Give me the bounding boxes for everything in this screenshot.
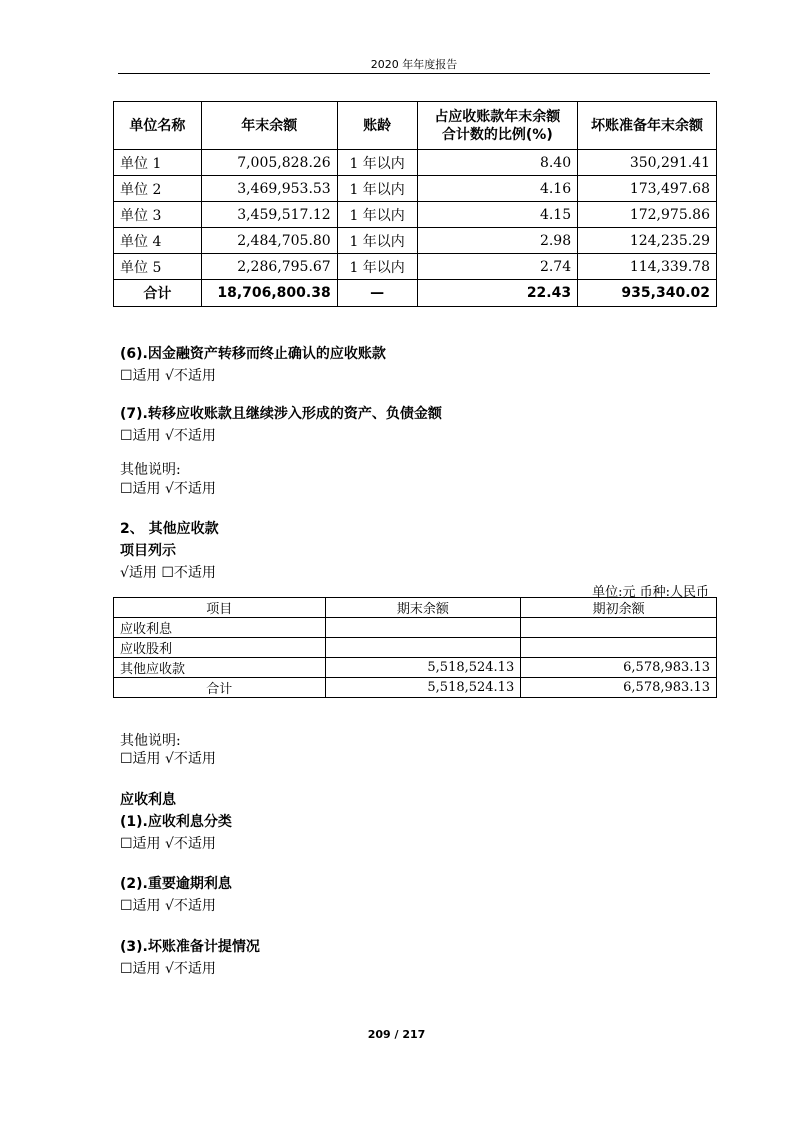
cell-balance: 2,484,705.80 (201, 228, 337, 254)
section-6-title: (6).因金融资产转移而终止确认的应收账款 (120, 346, 386, 362)
cell-bad-debt: 172,975.86 (578, 202, 717, 228)
col-header-ratio: 占应收账款年末余额 合计数的比例(%) (417, 102, 578, 150)
cell-item: 应收利息 (114, 618, 326, 638)
cell-total-balance: 18,706,800.38 (201, 280, 337, 307)
cell-total-label: 合计 (114, 678, 326, 698)
cell-ratio: 8.40 (417, 150, 578, 176)
section-2-subtitle: 项目列示 (120, 543, 176, 559)
other-notes-label-1: 其他说明: (120, 462, 181, 478)
bad-debt-provision-applicability: ☐适用 √不适用 (120, 961, 216, 977)
cell-ratio: 4.15 (417, 202, 578, 228)
cell-bad-debt: 114,339.78 (578, 254, 717, 280)
col-header-ending-balance: 期末余额 (325, 598, 521, 618)
table-row (114, 176, 717, 202)
bad-debt-provision-title: (3).坏账准备计提情况 (120, 939, 260, 955)
cell-item: 应收股利 (114, 638, 326, 658)
cell-balance: 2,286,795.67 (201, 254, 337, 280)
other-receivables-table (113, 597, 717, 698)
header-rule (118, 73, 710, 74)
top-receivables-table (113, 101, 717, 307)
cell-aging: 1 年以内 (337, 176, 417, 202)
other-notes-applicability-1: ☐适用 √不适用 (120, 481, 216, 497)
col-header-opening-balance: 期初余额 (521, 598, 717, 618)
cell-bad-debt: 173,497.68 (578, 176, 717, 202)
overdue-interest-applicability: ☐适用 √不适用 (120, 898, 216, 914)
cell-aging: 1 年以内 (337, 228, 417, 254)
interest-classification-applicability: ☐适用 √不适用 (120, 836, 216, 852)
cell-total-opening: 6,578,983.13 (521, 678, 717, 698)
section-2-title: 2、 其他应收款 (120, 521, 219, 537)
section-7-applicability: ☐适用 √不适用 (120, 428, 216, 444)
cell-opening (521, 638, 717, 658)
section-6-applicability: ☐适用 √不适用 (120, 368, 216, 384)
table-total-row (114, 280, 717, 307)
cell-unit: 单位 5 (114, 254, 202, 280)
cell-ending (325, 638, 521, 658)
section-2-applicability: √适用 ☐不适用 (120, 565, 216, 581)
table-header-row (114, 598, 717, 618)
col-header-year-end-balance: 年末余额 (201, 102, 337, 150)
col-header-bad-debt: 坏账准备年末余额 (578, 102, 717, 150)
cell-total-aging: — (337, 280, 417, 307)
cell-total-ending: 5,518,524.13 (325, 678, 521, 698)
cell-unit: 单位 4 (114, 228, 202, 254)
cell-ending (325, 618, 521, 638)
cell-balance: 3,459,517.12 (201, 202, 337, 228)
cell-unit: 单位 3 (114, 202, 202, 228)
table-row (114, 658, 717, 678)
table-row (114, 150, 717, 176)
cell-ratio: 2.74 (417, 254, 578, 280)
cell-item: 其他应收款 (114, 658, 326, 678)
table-row (114, 202, 717, 228)
col-header-aging: 账龄 (337, 102, 417, 150)
cell-aging: 1 年以内 (337, 150, 417, 176)
page-number: 209 / 217 (367, 1028, 426, 1041)
cell-bad-debt: 124,235.29 (578, 228, 717, 254)
table-row (114, 638, 717, 658)
interest-receivable-title: 应收利息 (120, 792, 176, 808)
cell-ratio: 2.98 (417, 228, 578, 254)
cell-opening: 6,578,983.13 (521, 658, 717, 678)
cell-unit: 单位 1 (114, 150, 202, 176)
table-header-row (114, 102, 717, 150)
cell-aging: 1 年以内 (337, 202, 417, 228)
page-header: 2020 年年度报告 (370, 58, 458, 71)
cell-unit: 单位 2 (114, 176, 202, 202)
cell-ratio: 4.16 (417, 176, 578, 202)
cell-bad-debt: 350,291.41 (578, 150, 717, 176)
table-row (114, 618, 717, 638)
cell-total-label: 合计 (114, 280, 202, 307)
cell-total-ratio: 22.43 (417, 280, 578, 307)
cell-balance: 3,469,953.53 (201, 176, 337, 202)
cell-ending: 5,518,524.13 (325, 658, 521, 678)
cell-balance: 7,005,828.26 (201, 150, 337, 176)
section-7-title: (7).转移应收账款且继续涉入形成的资产、负债金额 (120, 406, 442, 422)
interest-classification-title: (1).应收利息分类 (120, 814, 232, 830)
overdue-interest-title: (2).重要逾期利息 (120, 876, 232, 892)
cell-aging: 1 年以内 (337, 254, 417, 280)
table-row (114, 228, 717, 254)
cell-total-bad-debt: 935,340.02 (578, 280, 717, 307)
table-row (114, 254, 717, 280)
table-total-row (114, 678, 717, 698)
currency-unit: 单位:元 币种:人民币 (592, 585, 709, 600)
other-notes-label-2: 其他说明: (120, 733, 181, 749)
other-notes-applicability-2: ☐适用 √不适用 (120, 751, 216, 767)
col-header-item: 项目 (114, 598, 326, 618)
col-header-unit: 单位名称 (114, 102, 202, 150)
cell-opening (521, 618, 717, 638)
